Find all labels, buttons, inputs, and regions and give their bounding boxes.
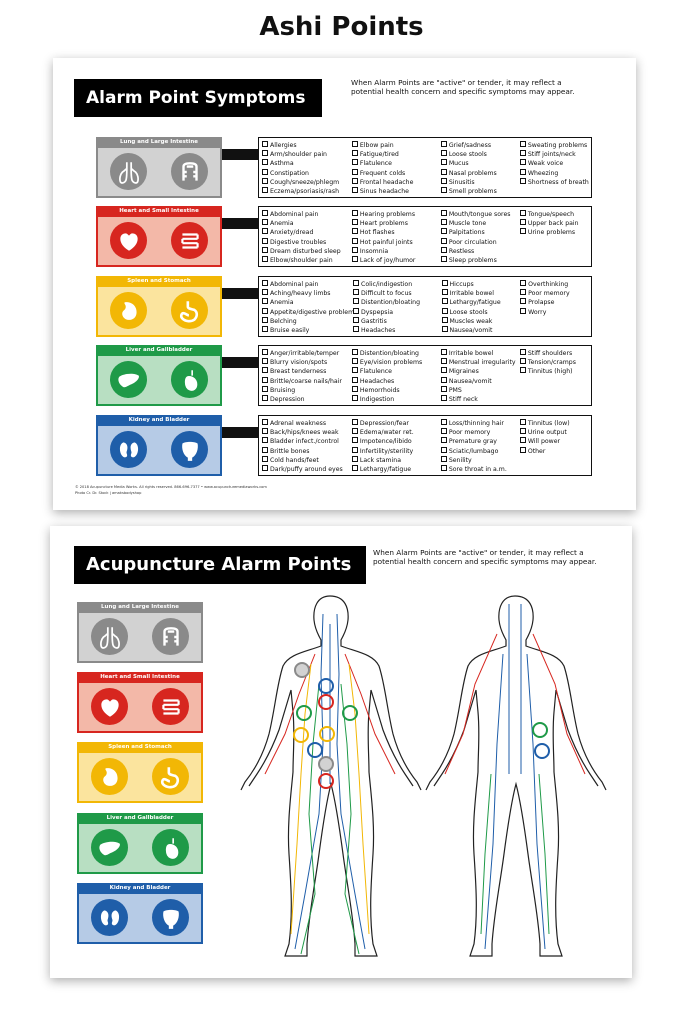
symptom-item: Lethargy/fatigue bbox=[352, 465, 441, 474]
symptom-item: Dream disturbed sleep bbox=[262, 247, 352, 256]
kidneys-icon bbox=[110, 431, 147, 468]
symptom-item: Anemia bbox=[262, 298, 353, 307]
symptom-item: Tinnitus (high) bbox=[520, 367, 589, 376]
copyright-fine-print: © 2018 Acupuncture Media Works. All rights reserved. 866-696-7377 • www.acupuncturemediaworks.com Photo Cr. Dr. Stock | amaksbodyshop bbox=[75, 485, 267, 495]
symptom-item: Poor memory bbox=[441, 428, 520, 437]
spleen-icon bbox=[110, 292, 147, 329]
symptom-item: Dyspepsia bbox=[353, 308, 442, 317]
category-spleen-and-stomach bbox=[96, 276, 222, 337]
symptom-list-box bbox=[258, 276, 592, 337]
symptom-item: Bladder infect./control bbox=[262, 437, 352, 446]
symptom-item: Colic/indigestion bbox=[353, 280, 442, 289]
symptom-item: Prolapse bbox=[520, 298, 589, 307]
symptom-list-box bbox=[258, 137, 592, 198]
connector-bar bbox=[222, 288, 258, 299]
symptom-item: Mucus bbox=[441, 159, 520, 168]
symptom-item: Belching bbox=[262, 317, 353, 326]
symptom-item: Urine output bbox=[520, 428, 589, 437]
symptom-item: Overthinking bbox=[520, 280, 589, 289]
symptom-item: Sciatic/lumbago bbox=[441, 447, 520, 456]
category-lung-and-large-intestine bbox=[96, 137, 222, 198]
symptom-item: Depression bbox=[262, 395, 352, 404]
category-liver-and-gallbladder bbox=[96, 345, 222, 406]
symptom-item: Elbow pain bbox=[352, 141, 441, 150]
symptom-item: Irritable bowel bbox=[441, 349, 520, 358]
symptom-item: Hemorrhoids bbox=[352, 386, 441, 395]
symptom-item: Allergies bbox=[262, 141, 352, 150]
gallbladder-icon bbox=[152, 829, 189, 866]
category-label: Kidney and Bladder bbox=[98, 417, 220, 426]
alarm-points-card-intro: When Alarm Points are "active" or tender, it may reflect a potential health concern and specific symptoms may appear. bbox=[373, 548, 597, 567]
lungs-icon bbox=[110, 153, 147, 190]
large-intestine-icon bbox=[171, 153, 208, 190]
symptom-item: Distention/bloating bbox=[352, 349, 441, 358]
symptom-list-box bbox=[258, 206, 592, 267]
symptom-item: Cold hands/feet bbox=[262, 456, 352, 465]
symptom-item: Sinusitis bbox=[441, 178, 520, 187]
symptom-item: Bruising bbox=[262, 386, 352, 395]
liver-icon bbox=[91, 829, 128, 866]
category-liver-and-gallbladder bbox=[77, 813, 203, 874]
symptom-item: Hot flashes bbox=[352, 228, 441, 237]
symptom-item: Flatulence bbox=[352, 367, 441, 376]
symptom-item: Anemia bbox=[262, 219, 352, 228]
symptom-item: Brittle/coarse nails/hair bbox=[262, 377, 352, 386]
symptom-item: Impotence/libido bbox=[352, 437, 441, 446]
symptom-item: Shortness of breath bbox=[520, 178, 589, 187]
symptom-item: Nausea/vomit bbox=[441, 377, 520, 386]
symptom-item: Tension/cramps bbox=[520, 358, 589, 367]
symptom-list-box bbox=[258, 345, 592, 406]
symptom-item: Aching/heavy limbs bbox=[262, 289, 353, 298]
symptom-item: Gastritis bbox=[353, 317, 442, 326]
symptom-item: Hot painful joints bbox=[352, 238, 441, 247]
symptom-list-box bbox=[258, 415, 592, 476]
symptom-item: Nasal problems bbox=[441, 169, 520, 178]
kidneys-icon bbox=[91, 899, 128, 936]
symptom-item: Lack of joy/humor bbox=[352, 256, 441, 265]
symptom-item: Poor circulation bbox=[441, 238, 520, 247]
category-label: Kidney and Bladder bbox=[79, 885, 201, 894]
category-label: Spleen and Stomach bbox=[98, 278, 220, 287]
symptom-item: Loss/thinning hair bbox=[441, 419, 520, 428]
symptom-item: Other bbox=[520, 447, 589, 456]
acupuncture-alarm-points-card bbox=[50, 526, 632, 978]
symptom-item: Bruise easily bbox=[262, 326, 353, 335]
symptom-item: Cough/sneeze/phlegm bbox=[262, 178, 352, 187]
symptom-item: Irritable bowel bbox=[442, 289, 521, 298]
stomach-icon bbox=[152, 758, 189, 795]
symptom-item: Senility bbox=[441, 456, 520, 465]
small-intestine-icon bbox=[171, 222, 208, 259]
symptom-item: Hearing problems bbox=[352, 210, 441, 219]
alarm-point-symptoms-card bbox=[53, 58, 636, 510]
large-intestine-icon bbox=[152, 618, 189, 655]
gallbladder-icon bbox=[171, 361, 208, 398]
symptom-item: Brittle bones bbox=[262, 447, 352, 456]
symptom-item: Frontal headache bbox=[352, 178, 441, 187]
symptom-item: Headaches bbox=[353, 326, 442, 335]
symptom-item: Eczema/psoriasis/rash bbox=[262, 187, 352, 196]
category-label: Heart and Small Intestine bbox=[98, 208, 220, 217]
symptom-item: Menstrual irregularity bbox=[441, 358, 520, 367]
alarm-points-card-title: Acupuncture Alarm Points bbox=[74, 546, 366, 584]
symptom-item: Tongue/speech bbox=[520, 210, 589, 219]
symptom-item: Sleep problems bbox=[441, 256, 520, 265]
symptom-item: Indigestion bbox=[352, 395, 441, 404]
symptom-item: Smell problems bbox=[441, 187, 520, 196]
symptom-item: Adrenal weakness bbox=[262, 419, 352, 428]
symptom-item: Wheezing bbox=[520, 169, 589, 178]
symptom-item: Difficult to focus bbox=[353, 289, 442, 298]
category-label: Lung and Large Intestine bbox=[79, 604, 201, 613]
symptom-item: Grief/sadness bbox=[441, 141, 520, 150]
symptom-item: Palpitations bbox=[441, 228, 520, 237]
symptom-item: Muscle tone bbox=[441, 219, 520, 228]
liver-icon bbox=[110, 361, 147, 398]
small-intestine-icon bbox=[152, 688, 189, 725]
stomach-icon bbox=[171, 292, 208, 329]
heart-icon bbox=[110, 222, 147, 259]
symptom-item: Lack stamina bbox=[352, 456, 441, 465]
category-spleen-and-stomach bbox=[77, 742, 203, 803]
connector-bar bbox=[222, 357, 258, 368]
meridian-lines bbox=[265, 604, 585, 954]
symptom-item: Tinnitus (low) bbox=[520, 419, 589, 428]
category-heart-and-small-intestine bbox=[77, 672, 203, 733]
symptom-item: Flatulence bbox=[352, 159, 441, 168]
symptom-item: Breast tenderness bbox=[262, 367, 352, 376]
symptom-item: Asthma bbox=[262, 159, 352, 168]
symptom-item: Heart problems bbox=[352, 219, 441, 228]
category-label: Spleen and Stomach bbox=[79, 744, 201, 753]
symptom-item: Appetite/digestive problem bbox=[262, 308, 353, 317]
symptoms-card-intro: When Alarm Points are "active" or tender, it may reflect a potential health concern and specific symptoms may appear. bbox=[351, 78, 575, 97]
category-label: Liver and Gallbladder bbox=[79, 815, 201, 824]
connector-bar bbox=[222, 427, 258, 438]
symptom-item: Premature gray bbox=[441, 437, 520, 446]
category-label: Lung and Large Intestine bbox=[98, 139, 220, 148]
symptom-item: Urine problems bbox=[520, 228, 589, 237]
symptom-item: Muscles weak bbox=[442, 317, 521, 326]
symptom-item: Constipation bbox=[262, 169, 352, 178]
symptom-item: Nausea/vomit bbox=[442, 326, 521, 335]
symptom-item: Sweating problems bbox=[520, 141, 589, 150]
symptom-item: Weak voice bbox=[520, 159, 589, 168]
symptom-item: Sore throat in a.m. bbox=[441, 465, 520, 474]
category-kidney-and-bladder bbox=[77, 883, 203, 944]
bladder-icon bbox=[171, 431, 208, 468]
symptom-item: Back/hips/knees weak bbox=[262, 428, 352, 437]
symptom-item: Poor memory bbox=[520, 289, 589, 298]
body-meridian-figures bbox=[235, 594, 610, 964]
symptom-item: Insomnia bbox=[352, 247, 441, 256]
symptom-item: Eye/vision problems bbox=[352, 358, 441, 367]
symptom-item: Frequent colds bbox=[352, 169, 441, 178]
symptom-item: Restless bbox=[441, 247, 520, 256]
category-label: Liver and Gallbladder bbox=[98, 347, 220, 356]
alarm-point-markers bbox=[294, 663, 549, 788]
symptom-item: Infertility/sterility bbox=[352, 447, 441, 456]
symptom-item: Edema/water ret. bbox=[352, 428, 441, 437]
symptom-item: Anger/irritable/temper bbox=[262, 349, 352, 358]
symptom-item: Blurry vision/spots bbox=[262, 358, 352, 367]
category-label: Heart and Small Intestine bbox=[79, 674, 201, 683]
lungs-icon bbox=[91, 618, 128, 655]
symptom-item: Elbow/shoulder pain bbox=[262, 256, 352, 265]
spleen-icon bbox=[91, 758, 128, 795]
symptom-item: Upper back pain bbox=[520, 219, 589, 228]
symptoms-card-title: Alarm Point Symptoms bbox=[74, 79, 322, 117]
category-kidney-and-bladder bbox=[96, 415, 222, 476]
heart-icon bbox=[91, 688, 128, 725]
symptom-item: Dark/puffy around eyes bbox=[262, 465, 352, 474]
symptom-item: Abdominal pain bbox=[262, 210, 352, 219]
symptom-item: Digestive troubles bbox=[262, 238, 352, 247]
symptom-item: Hiccups bbox=[442, 280, 521, 289]
symptom-item: Lethargy/fatigue bbox=[442, 298, 521, 307]
category-heart-and-small-intestine bbox=[96, 206, 222, 267]
symptom-item: Headaches bbox=[352, 377, 441, 386]
bladder-icon bbox=[152, 899, 189, 936]
category-lung-and-large-intestine bbox=[77, 602, 203, 663]
symptom-item: Arm/shoulder pain bbox=[262, 150, 352, 159]
symptom-item: Will power bbox=[520, 437, 589, 446]
symptom-item: Loose stools bbox=[441, 150, 520, 159]
symptom-item: Stiff shoulders bbox=[520, 349, 589, 358]
symptom-item: Abdominal pain bbox=[262, 280, 353, 289]
symptom-item: Stiff joints/neck bbox=[520, 150, 589, 159]
symptom-item: Loose stools bbox=[442, 308, 521, 317]
symptom-item: Mouth/tongue sores bbox=[441, 210, 520, 219]
page-title: Ashi Points bbox=[259, 12, 424, 42]
symptom-item: Migraines bbox=[441, 367, 520, 376]
symptom-item: Sinus headache bbox=[352, 187, 441, 196]
connector-bar bbox=[222, 149, 258, 160]
symptom-item: Worry bbox=[520, 308, 589, 317]
symptom-item: Stiff neck bbox=[441, 395, 520, 404]
symptom-item: Anxiety/dread bbox=[262, 228, 352, 237]
symptom-item: Depression/fear bbox=[352, 419, 441, 428]
symptom-item: PMS bbox=[441, 386, 520, 395]
symptom-item: Distention/bloating bbox=[353, 298, 442, 307]
connector-bar bbox=[222, 218, 258, 229]
symptom-item: Fatigue/tired bbox=[352, 150, 441, 159]
back-body-figure bbox=[426, 596, 606, 956]
